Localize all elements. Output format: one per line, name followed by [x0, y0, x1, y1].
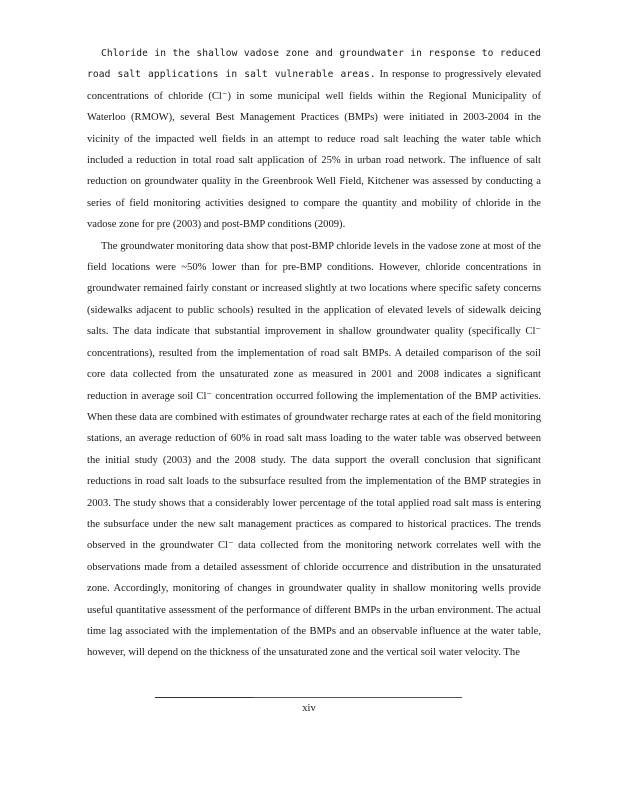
- footnote-rule: [155, 697, 253, 698]
- document-body: [87, 43, 541, 664]
- section-heading: Chloride in the shallow vadose zone and groundwater in response to reduced road salt applications in salt vulnerable areas.: [87, 48, 541, 81]
- page-number: xiv: [302, 703, 316, 714]
- paragraph-1: [87, 43, 541, 236]
- paragraph-1-text: In response to progressively elevated concentrations of chloride (Cl⁻) in some municipal well fields within the Regional Municipality of Waterloo (RMOW), several Best Management Practices (BMPs) were initiated in 2003-2004 in the vicinity of the impacted well fields in an attempt to reduce road salt leaching the water table which included a reduction in total road salt application of 25% in urban road network. The influence of salt reduction on groundwater quality in the Greenbrook Well Field, Kitchener was assessed by conducting a series of field monitoring activities designed to compare the quantity and mobility of chloride in the vadose zone for pre (2003) and post-BMP conditions (2009).: [87, 69, 541, 231]
- footer-line: [253, 697, 462, 698]
- paragraph-2: The groundwater monitoring data show that post-BMP chloride levels in the vadose zone at most of the field locations were ~50% lower than for pre-BMP conditions. However, chloride concentrations in groundwater remained fairly constant or increased slightly at two locations where specific safety concerns (sidewalks adjacent to public schools) resulted in the application of elevated levels of sidewalk deicing salts. The data indicate that substantial improvement in shallow groundwater quality (specifically Cl⁻ concentrations), resulted from the implementation of road salt BMPs. A detailed comparison of the soil core data collected from the unsaturated zone as measured in 2001 and 2008 indicates a significant reduction in average soil Cl⁻ concentration occurred following the implementation of the BMP activities. When these data are combined with estimates of groundwater recharge rates at each of the field monitoring stations, an average reduction of 60% in road salt mass loading to the water table was observed between the initial study (2003) and the 2008 study. The data support the overall conclusion that significant reductions in road salt loads to the subsurface resulted from the implementation of the BMP strategies in 2003. The study shows that a considerably lower percentage of the total applied road salt mass is entering the subsurface under the new salt management practices as compared to historical practices. The trends observed in the groundwater Cl⁻ data collected from the monitoring network correlates well with the observations made from a detailed assessment of chloride occurrence and distribution in the unsaturated zone. Accordingly, monitoring of changes in groundwater quality in shallow monitoring wells provide useful quantitative assessment of the performance of different BMPs in the urban environment. The actual time lag associated with the implementation of the BMPs and an observable influence at the water table, however, will depend on the thickness of the unsaturated zone and the vertical soil water velocity. The: [87, 240, 541, 659]
